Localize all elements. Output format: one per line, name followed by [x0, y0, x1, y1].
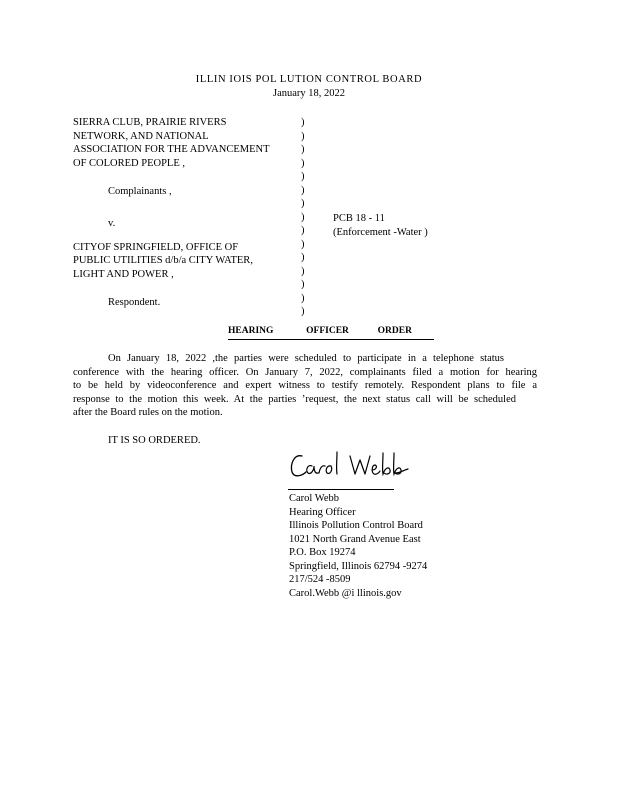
order-title-word: HEARING — [228, 326, 274, 336]
respondent-line: CITYOF SPRINGFIELD, OFFICE OF — [73, 241, 239, 253]
order-body — [73, 352, 537, 420]
order-body-line: to be held by videoconference and expert witness to testify remotely. Respondent plans to file a — [73, 380, 537, 391]
complainant-line: NETWORK, AND NATIONAL — [73, 130, 209, 142]
respondent-line: LIGHT AND POWER , — [73, 268, 174, 280]
signer-phone: 217/524 -8509 — [289, 574, 351, 585]
document-header — [0, 73, 618, 100]
complainants-label: Complainants , — [108, 185, 172, 197]
signer-name: Carol Webb — [289, 493, 339, 504]
caption-parentheses: ) ) ) ) ) ) ) ) ) ) ) ) ) ) ) — [301, 117, 305, 317]
complainant-line: SIERRA CLUB, PRAIRIE RIVERS — [73, 117, 227, 128]
so-ordered: IT IS SO ORDERED. — [108, 435, 201, 446]
order-body-line: conference with the hearing officer. On January 7, 2022, complainants filed a motion for hearing — [73, 366, 537, 378]
order-title-word: OFFICER — [306, 326, 349, 336]
complainant-line: ASSOCIATION FOR THE ADVANCEMENT — [73, 144, 270, 155]
case-caption — [73, 116, 303, 309]
signature-block — [289, 492, 427, 600]
order-body-line: On January 18, 2022 ,the parties were scheduled to participate in a telephone status — [108, 353, 504, 364]
order-title — [228, 325, 434, 340]
respondent-label: Respondent. — [108, 296, 161, 308]
signer-po-box: P.O. Box 19274 — [289, 547, 356, 558]
case-number: PCB 18 - 11 — [333, 213, 385, 224]
handwritten-signature — [288, 448, 418, 484]
complainant-line: OF COLORED PEOPLE , — [73, 157, 186, 169]
signer-address: 1021 North Grand Avenue East — [289, 533, 421, 545]
respondent-line: PUBLIC UTILITIES d/b/a CITY WATER, — [73, 255, 253, 266]
signature-line — [288, 489, 394, 490]
signer-agency: Illinois Pollution Control Board — [289, 520, 423, 531]
case-type: (Enforcement -Water ) — [333, 226, 428, 238]
signer-email: Carol.Webb @i llinois.gov — [289, 587, 402, 599]
order-body-line: after the Board rules on the motion. — [73, 407, 223, 418]
case-number-block — [333, 212, 428, 239]
agency-name: ILLIN IOIS POL LUTION CONTROL BOARD — [195, 74, 423, 85]
signer-title: Hearing Officer — [289, 506, 356, 518]
signer-city: Springfield, Illinois 62794 -9274 — [289, 560, 428, 572]
order-body-line: response to the motion this week. At the parties ’request, the next status call will be scheduled — [73, 393, 516, 405]
order-date: January 18, 2022 — [272, 87, 346, 99]
order-title-word: ORDER — [377, 326, 412, 336]
versus-label: v. — [108, 217, 116, 229]
